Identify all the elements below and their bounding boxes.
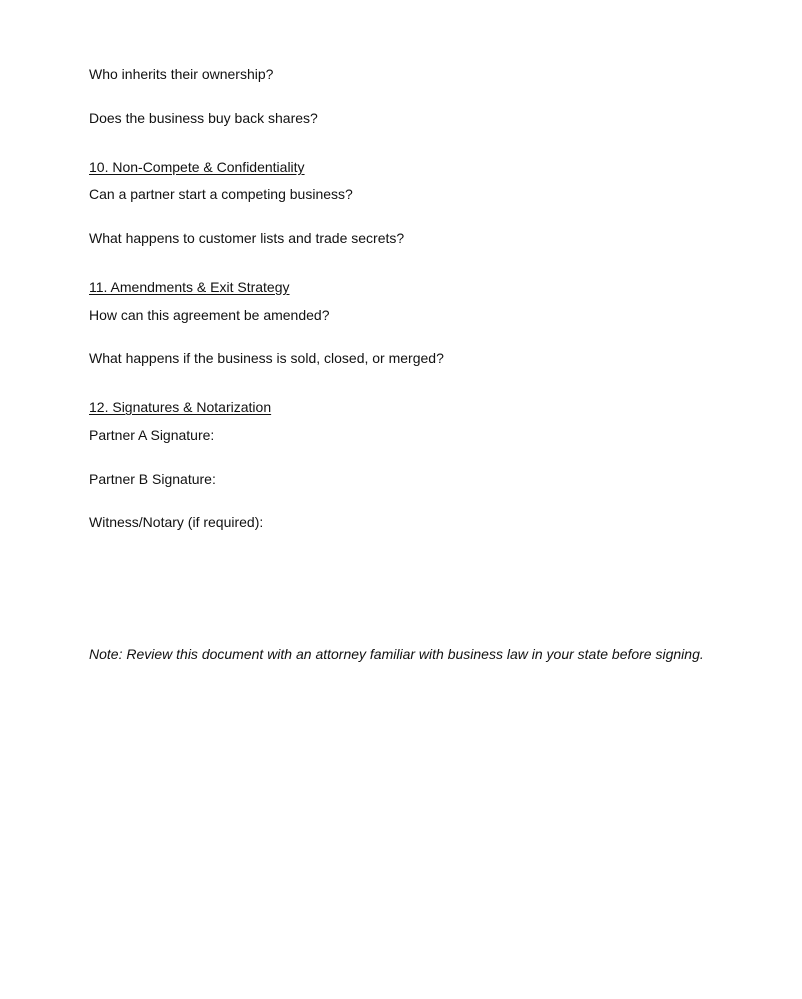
question-inherits-ownership: Who inherits their ownership? (89, 66, 274, 82)
section-heading-signatures: 12. Signatures & Notarization (89, 399, 272, 415)
partner-b-signature-label: Partner B Signature: (89, 471, 216, 487)
section-heading-amendments: 11. Amendments & Exit Strategy (89, 279, 290, 295)
question-buy-back-shares: Does the business buy back shares? (89, 110, 318, 126)
witness-notary-label: Witness/Notary (if required): (89, 514, 264, 530)
question-competing-business: Can a partner start a competing business? (89, 186, 353, 202)
review-note: Note: Review this document with an attorney familiar with business law in your state before signing. (89, 646, 704, 662)
partner-a-signature-label: Partner A Signature: (89, 427, 215, 443)
section-heading-non-compete: 10. Non-Compete & Confidentiality (89, 159, 305, 175)
question-amended: How can this agreement be amended? (89, 307, 330, 323)
question-customer-lists: What happens to customer lists and trade secrets? (89, 230, 405, 246)
question-sold-closed-merged: What happens if the business is sold, closed, or merged? (89, 350, 444, 366)
